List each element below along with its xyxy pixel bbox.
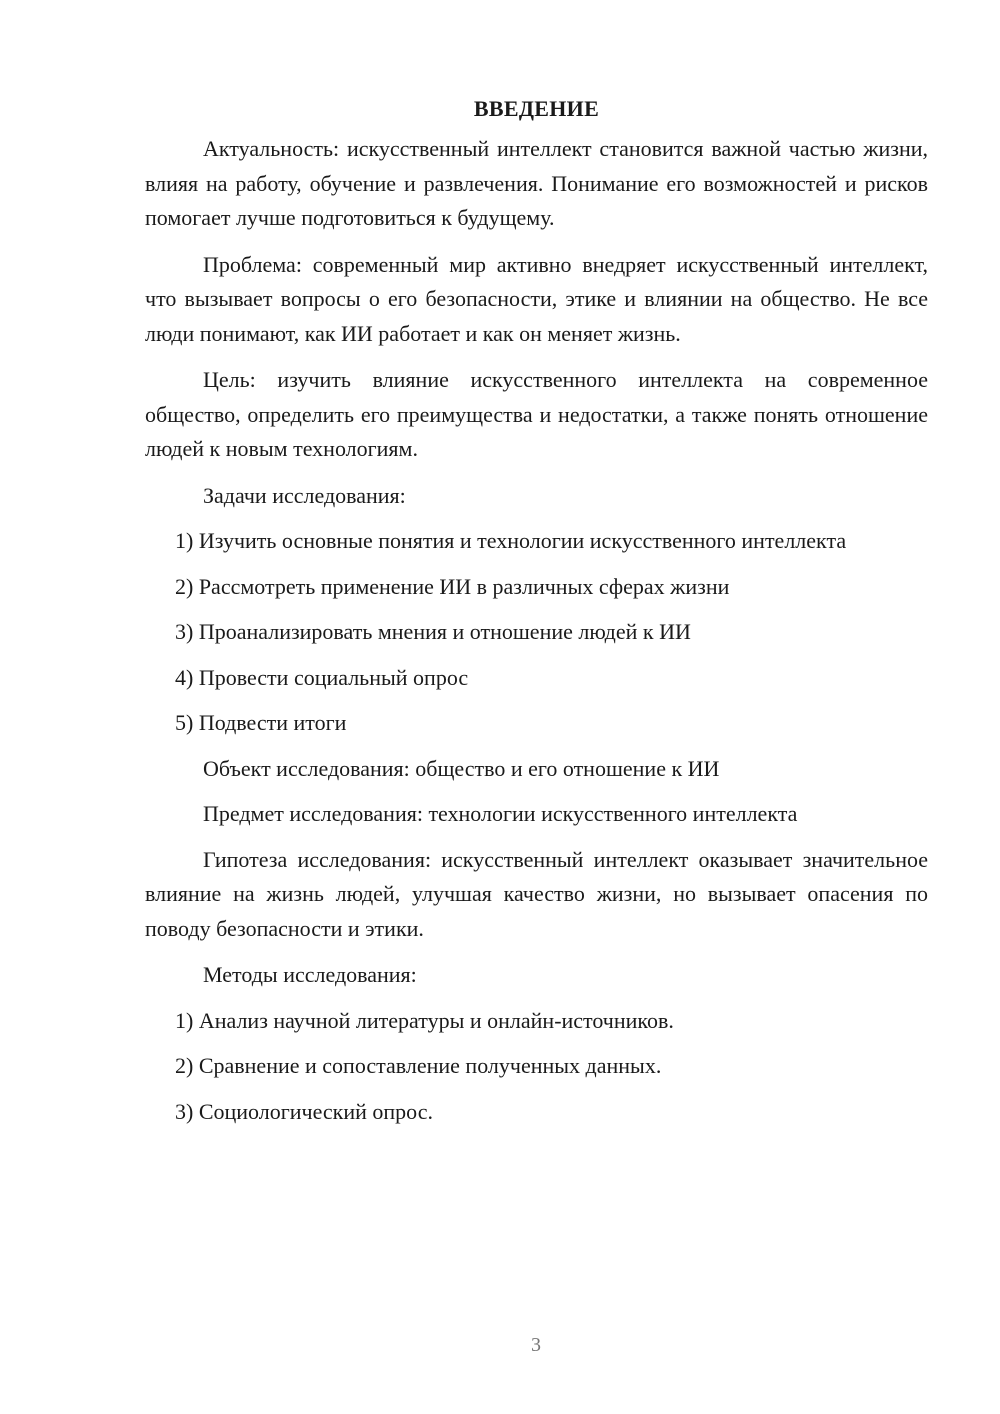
page-title: ВВЕДЕНИЕ: [473, 96, 600, 121]
document-page: [145, 94, 928, 1140]
task-item: 5) Подвести итоги: [175, 710, 347, 735]
tasks-heading: Задачи исследования:: [203, 482, 406, 508]
page-number: 3: [531, 1334, 541, 1356]
paragraph-hypothesis: Гипотеза исследования: искусственный интеллект оказывает значительное влияние на жизнь людей, улучшая качество жизни, но вызывает опасения по поводу безопасности и этики.: [145, 846, 928, 941]
task-item: 3) Проанализировать мнения и отношение людей к ИИ: [175, 619, 691, 644]
method-item: 3) Социологический опрос.: [175, 1098, 433, 1124]
methods-heading: Методы исследования:: [203, 962, 417, 987]
paragraph-goal: Цель: изучить влияние искусственного интеллекта на современное общество, определить его преимущества и недостатки, а также понять отношение людей к новым технологиям.: [145, 367, 928, 461]
task-item: 1) Изучить основные понятия и технологии искусственного интеллекта: [175, 528, 847, 553]
task-item: 4) Провести социальный опрос: [175, 664, 469, 690]
method-item: 1) Анализ научной литературы и онлайн-источников.: [175, 1007, 674, 1033]
task-item: 2) Рассмотреть применение ИИ в различных сферах жизни: [175, 573, 730, 599]
method-item: 2) Сравнение и сопоставление полученных данных.: [175, 1053, 662, 1078]
paragraph-relevance: Актуальность: искусственный интеллект становится важной частью жизни, влияя на работу, обучение и развлечения. Понимание его возможностей и рисков помогает лучше подготовиться к будущему.: [145, 136, 928, 230]
paragraph-object: Объект исследования: общество и его отношение к ИИ: [203, 755, 720, 781]
paragraph-subject: Предмет исследования: технологии искусственного интеллекта: [203, 801, 798, 826]
paragraph-problem: Проблема: современный мир активно внедряет искусственный интеллект, что вызывает вопросы о его безопасности, этике и влиянии на общество. Не все люди понимают, как ИИ работает и как он меняет жизнь.: [145, 251, 928, 346]
